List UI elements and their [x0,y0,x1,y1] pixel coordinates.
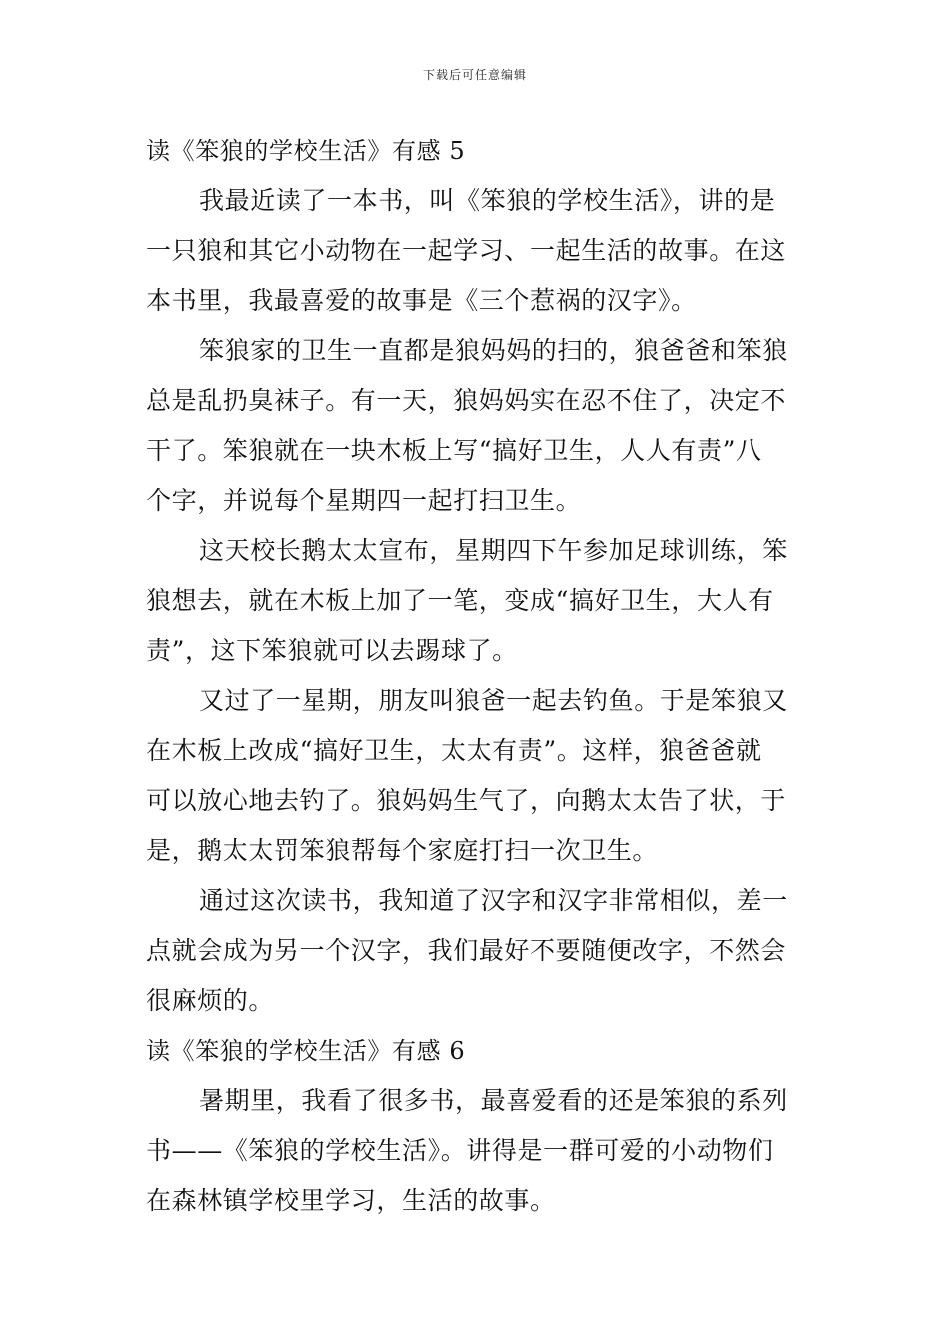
paragraph-line: 通过这次读书，我知道了汉字和汉字非常相似，差一 [199,886,788,915]
paragraph-line: 个字，并说每个星期四一起打扫卫生。 [146,486,582,515]
essay-title-6: 读《笨狼的学校生活》有感 6 [146,1037,466,1065]
paragraph-line: 狼想去，就在木板上加了一笔，变成“搞好卫生，大人有 [146,586,774,615]
paragraph-line: 在森林镇学校里学习，生活的故事。 [146,1186,556,1215]
header-note: 下载后可任意编辑 [422,68,527,82]
paragraph-line: 点就会成为另一个汉字，我们最好不要随便改字，不然会 [146,936,787,965]
paragraph-line: 本书里，我最喜爱的故事是《三个惹祸的汉字》。 [146,286,697,315]
paragraph-line: 书——《笨狼的学校生活》。讲得是一群可爱的小动物们 [146,1136,774,1165]
paragraph-line: 很麻烦的。 [146,986,275,1015]
paragraph-line: 又过了一星期，朋友叫狼爸一起去钓鱼。于是笨狼又 [199,686,788,715]
paragraph-line: 笨狼家的卫生一直都是狼妈妈的扫的，狼爸爸和笨狼 [199,336,788,365]
paragraph-line: 暑期里，我看了很多书，最喜爱看的还是笨狼的系列 [199,1086,788,1115]
document-body [146,126,806,1226]
paragraph-line: 责”，这下笨狼就可以去踢球了。 [146,636,518,665]
paragraph-line: 是，鹅太太罚笨狼帮每个家庭打扫一次卫生。 [146,836,659,865]
paragraph-line: 干了。笨狼就在一块木板上写“搞好卫生，人人有责”八 [146,436,762,465]
paragraph-line: 我最近读了一本书，叫《笨狼的学校生活》，讲的是 [199,186,776,215]
paragraph-line: 总是乱扔臭袜子。有一天，狼妈妈实在忍不住了，决定不 [146,386,787,415]
paragraph-line: 可以放心地去钓了。狼妈妈生气了，向鹅太太告了状，于 [146,786,787,815]
essay-title-5: 读《笨狼的学校生活》有感 5 [146,137,466,165]
paragraph-line: 在木板上改成“搞好卫生，太太有责”。这样，狼爸爸就 [146,736,762,765]
paragraph-line: 一只狼和其它小动物在一起学习、一起生活的故事。在这 [146,236,787,265]
paragraph-line: 这天校长鹅太太宣布，星期四下午参加足球训练，笨 [199,536,788,565]
